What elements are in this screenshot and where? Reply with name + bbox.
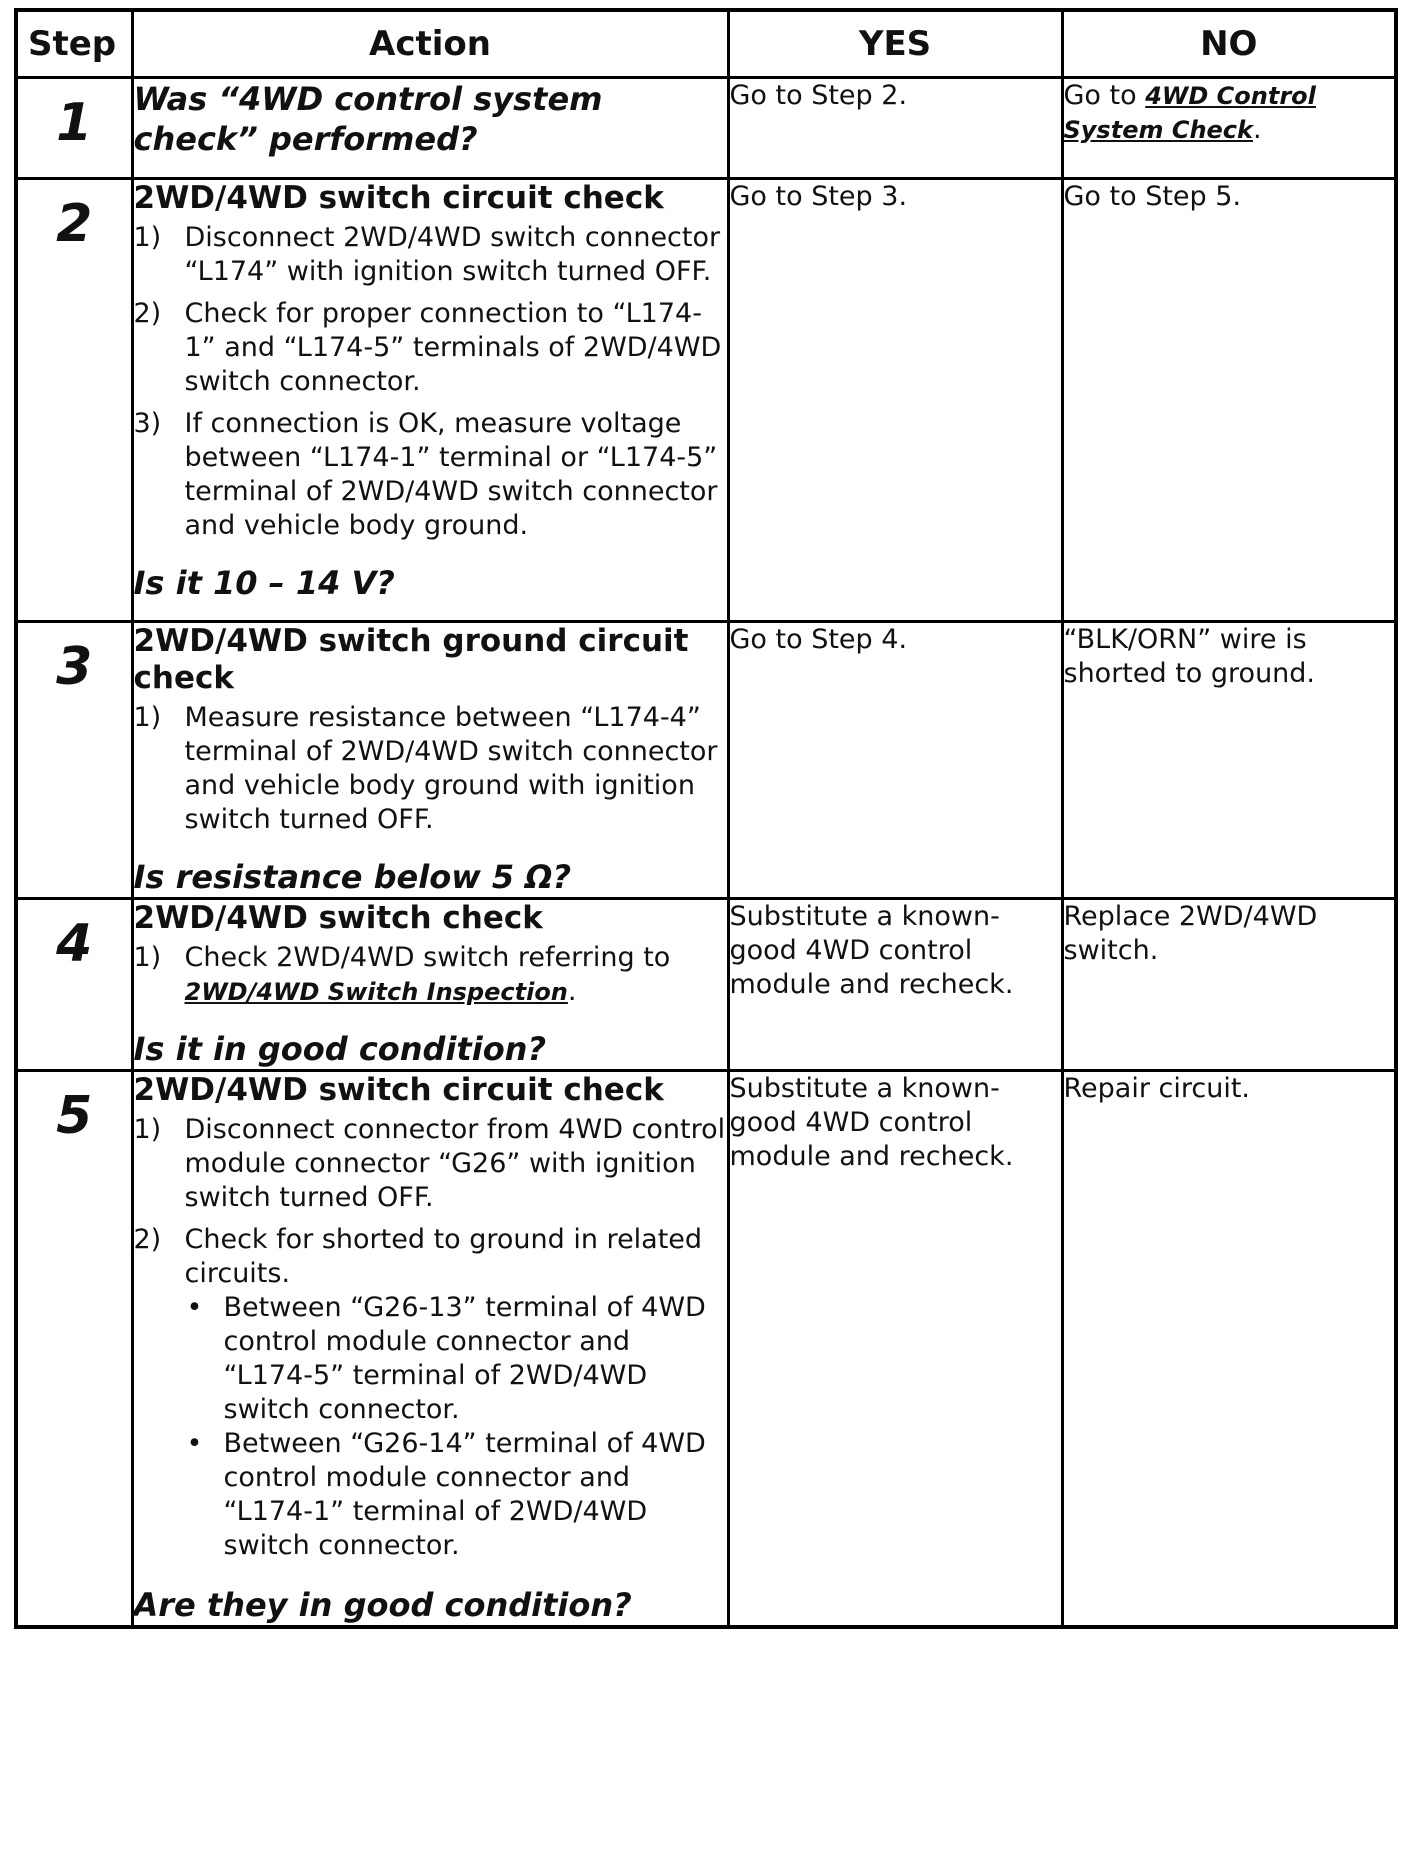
header-no: NO <box>1062 10 1396 78</box>
item-number: 3) <box>133 408 162 439</box>
no-cell: “BLK/ORN” wire is shorted to ground. <box>1062 622 1396 899</box>
action-steps <box>134 1113 727 1565</box>
action-steps <box>134 701 727 837</box>
yes-cell: Go to Step 2. <box>728 78 1062 179</box>
action-cell <box>132 899 728 1071</box>
yes-cell: Go to Step 3. <box>728 179 1062 622</box>
question: Is it 10 – 14 V? <box>133 564 395 602</box>
action-steps <box>134 941 727 1009</box>
item-text-prefix: Check 2WD/4WD switch referring to <box>184 942 671 973</box>
link-4wd-control-system-check[interactable]: 4WD Control System Check <box>1063 82 1316 144</box>
item-text: Check for shorted to ground in related circuits. <box>184 1224 703 1289</box>
bullet-icon: • <box>186 1292 203 1323</box>
item-text-suffix: . <box>567 976 577 1007</box>
item-number: 1) <box>133 702 162 733</box>
table-row <box>16 179 1396 622</box>
no-cell: Repair circuit. <box>1062 1071 1396 1628</box>
item-text: If connection is OK, measure voltage between “L174-1” terminal or “L174-5” terminal of 2WD/4WD switch connector and vehicle body ground. <box>184 408 718 541</box>
bullet-text: Between “G26-14” terminal of 4WD control module connector and “L174-1” terminal of 2WD/4WD switch connector. <box>223 1428 706 1561</box>
item-number: 1) <box>133 1114 162 1145</box>
table-row <box>16 1071 1396 1628</box>
link-switch-inspection[interactable]: 2WD/4WD Switch Inspection <box>184 978 568 1006</box>
list-item <box>134 1223 727 1565</box>
item-text: Disconnect 2WD/4WD switch connector “L174” with ignition switch turned OFF. <box>184 222 721 287</box>
bullet-icon: • <box>186 1428 203 1459</box>
item-number: 1) <box>133 222 162 253</box>
list-item <box>134 221 727 289</box>
no-cell: Go to Step 5. <box>1062 179 1396 622</box>
list-item <box>134 407 727 543</box>
action-cell <box>132 1071 728 1628</box>
header-action: Action <box>132 10 728 78</box>
no-text: Go to <box>1063 80 1146 111</box>
action-title: 2WD/4WD switch ground circuit check <box>133 623 689 696</box>
action-title: 2WD/4WD switch circuit check <box>133 180 664 216</box>
bullet-item <box>185 1427 727 1563</box>
action-cell <box>132 179 728 622</box>
diagnostic-table <box>14 8 1398 1629</box>
list-item <box>134 941 727 1009</box>
item-text: Measure resistance between “L174-4” terminal of 2WD/4WD switch connector and vehicle body ground with ignition switch turned OFF. <box>184 702 718 835</box>
question: Is resistance below 5 Ω? <box>133 858 572 896</box>
item-text <box>185 941 727 1009</box>
action-cell <box>132 622 728 899</box>
no-cell: Replace 2WD/4WD switch. <box>1062 899 1396 1071</box>
item-number: 1) <box>133 942 162 973</box>
step-number: 4 <box>56 914 93 974</box>
action-title: 2WD/4WD switch check <box>133 900 543 936</box>
table-row <box>16 622 1396 899</box>
step-number: 5 <box>56 1086 93 1146</box>
item-text: Check for proper connection to “L174-1” and “L174-5” terminals of 2WD/4WD switch connector. <box>184 298 722 397</box>
header-row <box>16 10 1396 78</box>
no-text-suffix: . <box>1253 114 1262 145</box>
table-row <box>16 78 1396 179</box>
question: Was “4WD control system check” performed? <box>133 80 603 158</box>
header-yes: YES <box>728 10 1062 78</box>
question: Is it in good condition? <box>133 1030 547 1068</box>
yes-cell: Substitute a known-good 4WD control module and recheck. <box>728 1071 1062 1628</box>
yes-cell: Go to Step 4. <box>728 622 1062 899</box>
bullet-item <box>185 1291 727 1427</box>
list-item <box>134 1113 727 1215</box>
action-cell <box>132 78 728 179</box>
list-item <box>134 297 727 399</box>
yes-cell: Substitute a known-good 4WD control module and recheck. <box>728 899 1062 1071</box>
item-number: 2) <box>133 298 162 329</box>
header-step: Step <box>16 10 132 78</box>
action-steps <box>134 221 727 543</box>
item-text-wrap <box>185 1223 727 1565</box>
question: Are they in good condition? <box>133 1586 632 1624</box>
bullet-list <box>185 1291 727 1563</box>
item-text: Disconnect connector from 4WD control module connector “G26” with ignition switch turned OFF. <box>184 1114 726 1213</box>
bullet-text: Between “G26-13” terminal of 4WD control module connector and “L174-5” terminal of 2WD/4WD switch connector. <box>223 1292 706 1425</box>
table-row <box>16 899 1396 1071</box>
no-cell <box>1062 78 1396 179</box>
step-number: 3 <box>56 637 93 697</box>
action-title: 2WD/4WD switch circuit check <box>133 1072 664 1108</box>
list-item <box>134 701 727 837</box>
step-number: 1 <box>56 93 93 153</box>
step-number: 2 <box>56 194 93 254</box>
item-number: 2) <box>133 1224 162 1255</box>
